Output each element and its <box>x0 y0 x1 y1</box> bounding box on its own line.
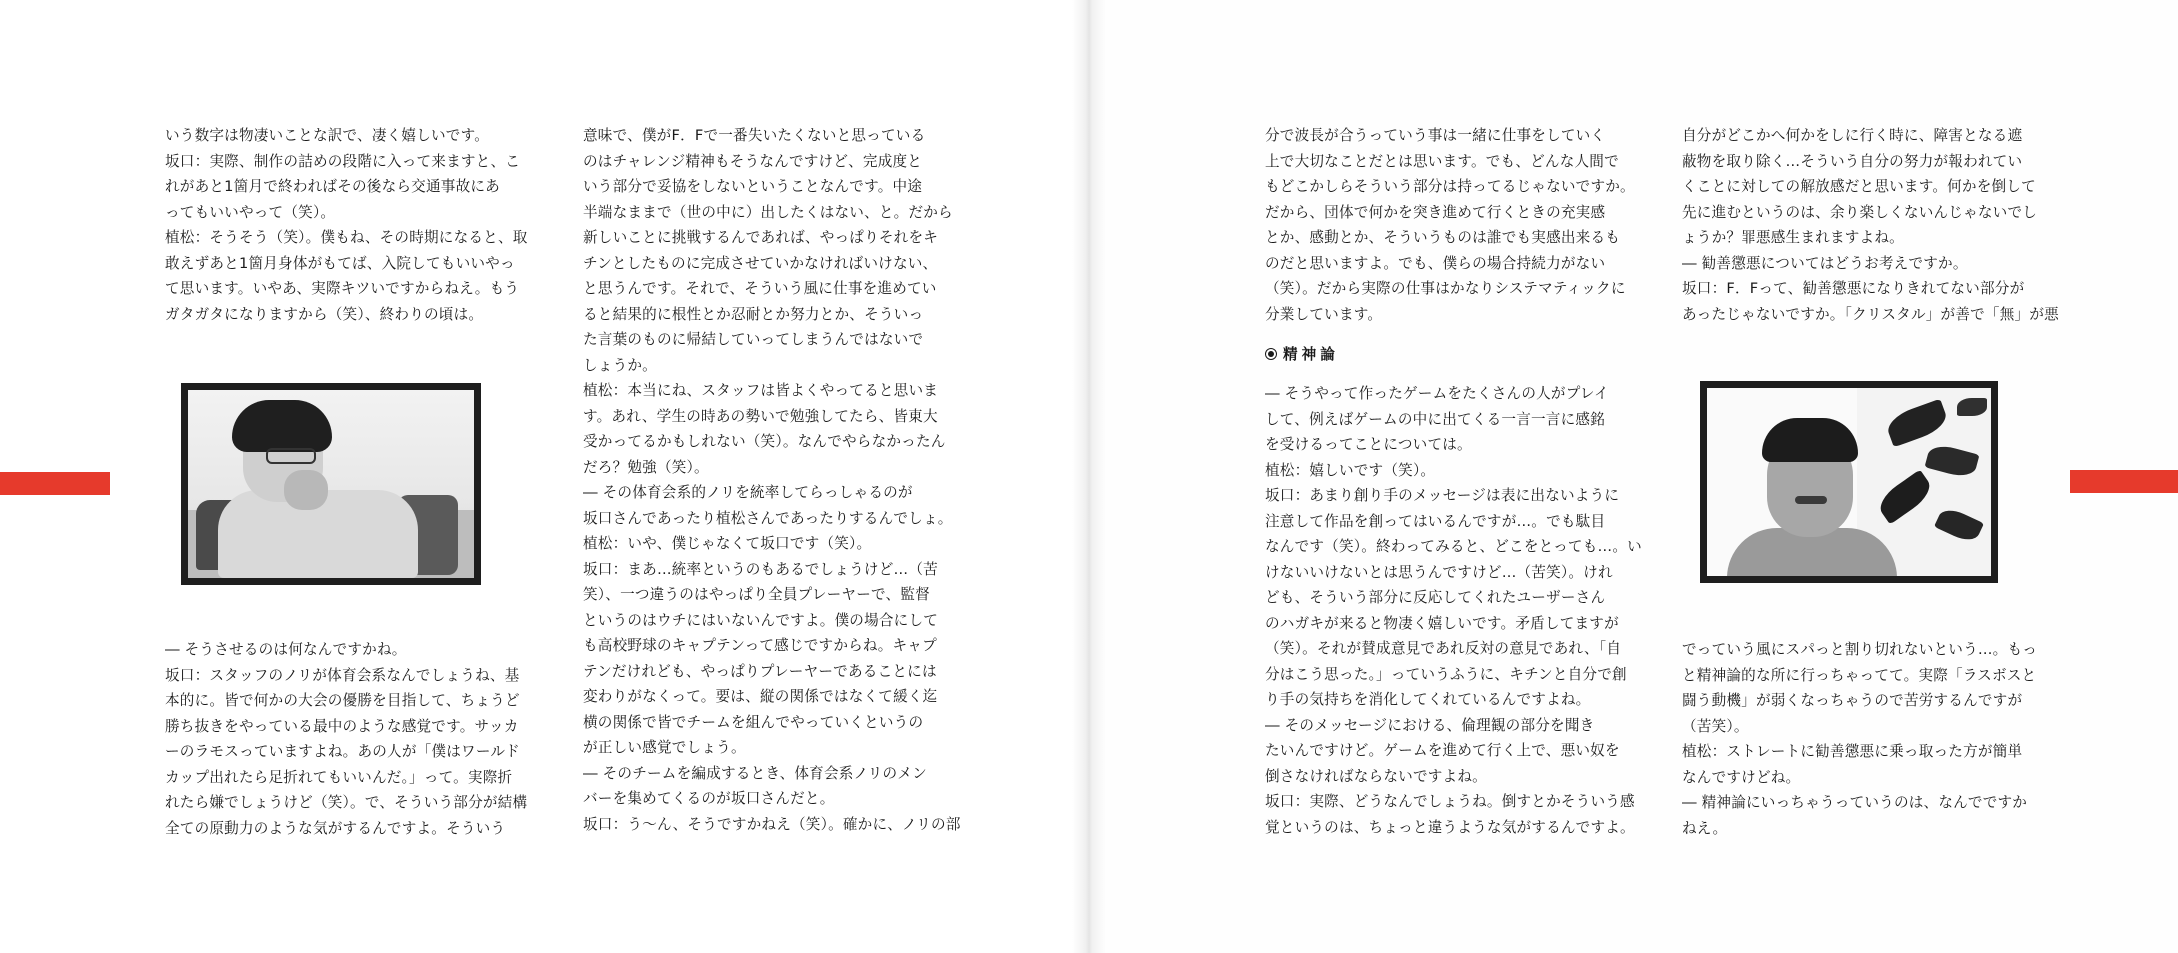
text-line: 植松：そうそう（笑）。僕もね、その時期になると、取 <box>165 229 528 246</box>
text-line: と思うんです。それで、そういう風に仕事を進めてい <box>583 280 937 297</box>
text-line: を受けるってことについては。 <box>1265 436 1472 453</box>
text-line: 坂口：あまり創り手のメッセージは表に出ないように <box>1265 487 1620 504</box>
circle-bullet-icon <box>1265 348 1277 360</box>
text-line: 変わりがなくって。要は、縦の関係ではなくて緩く迄 <box>583 688 938 705</box>
text-line: 勝ち抜きをやっている最中のような感覚です。サッカ <box>165 717 519 735</box>
text-line: 新しいことに挑戦するんであれば、やっぱりそれをキ <box>583 229 939 246</box>
text-line: ― そのメッセージにおける、倫理観の部分を聞き <box>1265 716 1595 734</box>
text-line: 坂口：実際、どうなんでしょうね。倒すとかそういう感 <box>1265 793 1635 810</box>
text-line: しょうか。 <box>583 356 657 374</box>
text-line: というのはウチにはいないんですよ。僕の場合にして <box>583 611 939 629</box>
text-line: 本的に。皆で何かの大会の優勝を目指して、ちょうど <box>165 692 520 709</box>
text-line: （笑）。だから実際の仕事はかなりシステマティックに <box>1265 280 1626 297</box>
text-line: でっていう風にスパっと割り切れないという…。もっ <box>1682 641 2038 658</box>
text-line: チンとしたものに完成させていかなければいけない、 <box>583 254 938 272</box>
text-line: て思います。いやあ、実際キツいですからねえ。もう <box>165 280 520 297</box>
text-line: 坂口：スタッフのノリが体育会系なんでしょうね、基 <box>165 666 520 684</box>
text-line: ― そうさせるのは何なんですかね。 <box>165 641 407 658</box>
text-line: 坂口：F．Fって、勧善懲悪になりきれてない部分が <box>1682 280 2025 297</box>
text-line: のハガキが来ると物凄く嬉しいです。矛盾してますが <box>1265 614 1619 632</box>
text-line: なんです（笑）。終わってみると、どこをとっても…。い <box>1265 538 1642 555</box>
text-line: たいんですけど。ゲームを進めて行く上で、悪い奴を <box>1265 742 1620 759</box>
text-line: れがあと1箇月で終わればその後なら交通事故にあ <box>165 178 500 195</box>
right-col4-top <box>1682 123 2059 327</box>
text-line: ねえ。 <box>1682 819 1728 837</box>
left-col1-bottom <box>165 637 528 841</box>
text-line: 上で大切なことだとは思います。でも、どんな人間で <box>1265 152 1619 170</box>
text-line: と精神論的な所に行っちゃってて。実際「ラスボスと <box>1682 666 2037 684</box>
text-line: 全ての原動力のような気がするんですよ。そういう <box>165 819 506 837</box>
text-line: 分業しています。 <box>1265 305 1383 323</box>
text-line: ― 勧善懲悪についてはどうお考えですか。 <box>1682 254 1968 272</box>
left-red-tab <box>0 472 110 495</box>
text-line: 坂口さんであったり植松さんであったりするんでしょ。 <box>583 509 953 527</box>
text-line: くことに対しての解放感だと思います。何かを倒して <box>1682 178 2036 195</box>
page-gutter <box>1072 0 1106 953</box>
text-line: 分はこう思った。」っていうふうに、キチンと自分で創 <box>1265 665 1627 683</box>
text-line: 先に進むというのは、余り楽しくないんじゃないでし <box>1682 203 2038 221</box>
right-col3-top <box>1265 123 1635 327</box>
text-line: 闘う動機」が弱くなっちゃうので苦労するんですが <box>1682 692 2023 709</box>
text-line: 分で波長が合うっていう事は一緒に仕事をしていく <box>1265 127 1606 144</box>
text-line: カップ出れたら足折れてもいいんだ。」って。実際折 <box>165 768 513 786</box>
text-line: れたら嫌でしょうけど（笑）。で、そういう部分が結構 <box>165 794 528 811</box>
text-line: バーを集めてくるのが坂口さんだと。 <box>583 790 835 807</box>
left-col2 <box>583 123 961 837</box>
section-heading-text: 精神論 <box>1283 346 1339 363</box>
text-line: ども、そういう部分に反応してくれたユーザーさん <box>1265 589 1606 606</box>
text-line: のはチャレンジ精神もそうなんですけど、完成度と <box>583 152 923 170</box>
text-line: 倒さなければならないですよね。 <box>1265 767 1487 785</box>
text-line: 敢えずあと1箇月身体がもてば、入院してもいいやっ <box>165 254 515 272</box>
photo-uematsu <box>1700 381 1998 583</box>
right-red-tab <box>2070 470 2178 493</box>
text-line: けないいけないとは思うんですけど…（苦笑）。けれ <box>1265 563 1613 581</box>
text-line: た言葉のものに帰結していってしまうんではないで <box>583 331 924 348</box>
photo-sakaguchi <box>181 383 481 585</box>
text-line: 坂口：まあ…統率というのもあるでしょうけど…（苦 <box>583 560 938 578</box>
text-line: なんですけどね。 <box>1682 768 1801 786</box>
text-line: 植松：嬉しいです（笑）。 <box>1265 461 1436 479</box>
text-line: 蔽物を取り除く…そういう自分の努力が報われてい <box>1682 152 2023 170</box>
text-line: ― そのチームを編成するとき、体育会系ノリのメン <box>583 764 927 782</box>
text-line: 注意して作品を創ってはいるんですが…。でも駄目 <box>1265 512 1606 530</box>
text-line: だから、団体で何かを突き進めて行くときの充実感 <box>1265 203 1606 221</box>
text-line: ― 精神論にいっちゃうっていうのは、なんでですか <box>1682 794 2028 811</box>
text-line: 植松：いや、僕じゃなくて坂口です（笑）。 <box>583 535 872 552</box>
section-heading <box>1265 343 1339 364</box>
text-line: （苦笑）。 <box>1682 717 1749 735</box>
text-line: 半端なままで（世の中に）出したくはない、と。だから <box>583 203 953 221</box>
text-line: して、例えばゲームの中に出てくる一言一言に感銘 <box>1265 410 1605 428</box>
right-col3-bottom <box>1265 381 1642 840</box>
text-line: 覚というのは、ちょっと違うような気がするんですよ。 <box>1265 818 1635 836</box>
text-line: いう部分で妥協をしないということなんです。中途 <box>583 178 923 195</box>
text-line: 受かってるかもしれない（笑）。なんでやらなかったん <box>583 433 946 450</box>
text-line: ーのラモスっていますよね。あの人が「僕はワールド <box>165 743 520 760</box>
text-line: が正しい感覚でしょう。 <box>583 739 746 756</box>
text-line: も高校野球のキャプテンって感じですからね。キャプ <box>583 637 937 654</box>
text-line: 笑）、一つ違うのはやっぱり全員プレーヤーで、監督 <box>583 586 930 603</box>
text-line: 横の関係で皆でチームを組んでやっていくというの <box>583 713 924 731</box>
text-line: 植松：ストレートに勧善懲悪に乗っ取った方が簡単 <box>1682 743 2023 760</box>
text-line: 自分がどこかへ何かをしに行く時に、障害となる遮 <box>1682 127 2023 144</box>
text-line: ょうか？罪悪感生まれますよね。 <box>1682 229 1904 246</box>
text-line: り手の気持ちを消化してくれているんですよね。 <box>1265 691 1591 708</box>
text-line: ― その体育会系的ノリを統率してらっしゃるのが <box>583 484 913 501</box>
text-line: のだと思いますよ。でも、僕らの場合持続力がない <box>1265 254 1606 272</box>
text-line: ― そうやって作ったゲームをたくさんの人がプレイ <box>1265 385 1609 402</box>
text-line: ると結果的に根性とか忍耐とか努力とか、そういっ <box>583 305 924 323</box>
text-line: 植松：本当にね、スタッフは皆よくやってると思いま <box>583 382 939 399</box>
text-line: とか、感動とか、そういうものは誰でも実感出来るも <box>1265 229 1621 246</box>
text-line: テンだけれども、やっぱりプレーヤーであることには <box>583 662 937 680</box>
text-line: ガタガタになりますから（笑）、終わりの頃は。 <box>165 305 484 323</box>
text-line: だろ？勉強（笑）。 <box>583 458 709 476</box>
text-line: ってもいいやって（笑）。 <box>165 203 336 221</box>
text-line: もどこかしらそういう部分は持ってるじゃないですか。 <box>1265 178 1635 195</box>
text-line: す。あれ、学生の時あの勢いで勉強してたら、皆東大 <box>583 407 938 425</box>
text-line: 意味で、僕がF．Fで一番失いたくないと思っている <box>583 127 926 144</box>
text-line: いう数字は物凄いことな訳で、凄く嬉しいです。 <box>165 127 490 144</box>
text-line: （笑）。それが賛成意見であれ反対の意見であれ、「自 <box>1265 640 1622 657</box>
text-line: あったじゃないですか。「クリスタル」が善で「無」が悪 <box>1682 305 2059 323</box>
left-col1-top <box>165 123 528 327</box>
right-col4-bottom <box>1682 637 2038 841</box>
text-line: 坂口：実際、制作の詰めの段階に入って来ますと、こ <box>165 152 521 170</box>
text-line: 坂口：う〜ん、そうですかねえ（笑）。確かに、ノリの部 <box>583 815 961 833</box>
